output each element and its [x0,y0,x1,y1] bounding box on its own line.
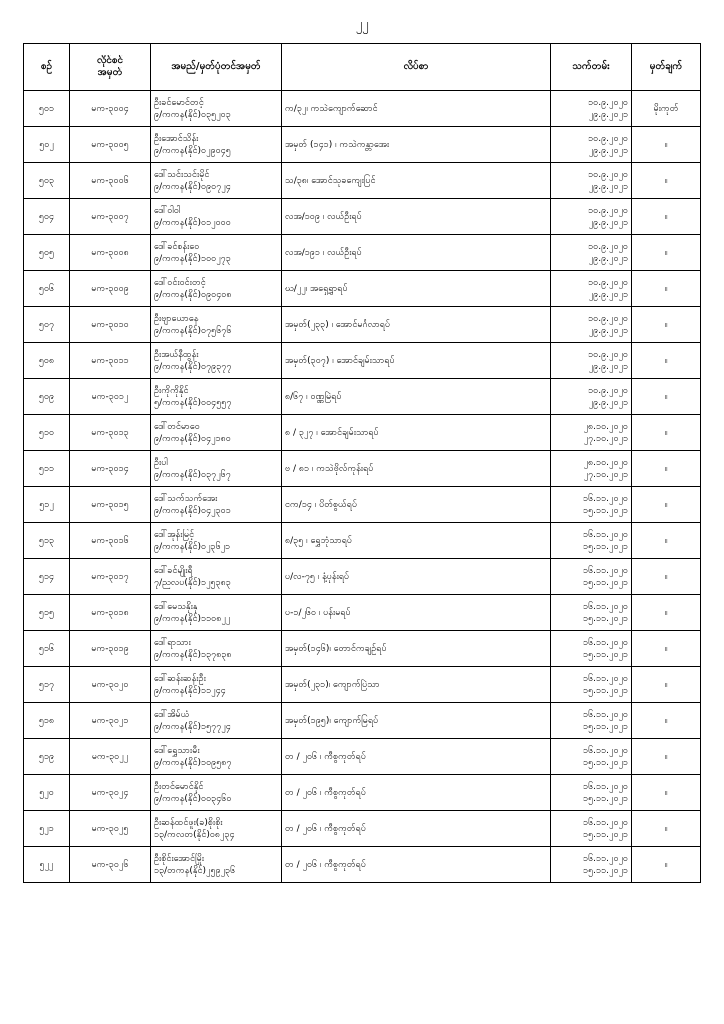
cell-name [151,307,282,343]
cell-date [551,667,632,703]
cell-date-line-2: ၂၉.၉.၂၀၂၁ [588,145,628,156]
table-row [24,631,701,667]
cell-date-line-1: ၁၀.၉.၂၀၂၀ [588,349,628,360]
cell-date-line-1: ၁၀.၉.၂၀၂၀ [588,169,628,180]
cell-address: က/၃၂၊ ကသဲကျောက်ဆောင် [282,91,551,127]
cell-name [151,343,282,379]
cell-address: ၈/၃၅ ၊ ရွှေဘုံသာရပ် [282,523,551,559]
cell-name [151,91,282,127]
cell-license: မက-၃၀၂၂ [70,739,151,775]
cell-date-line-1: ၁၆.၁၁.၂၀၂၀ [583,529,628,540]
cell-name-line-2: ၉/ကကန(နိုင်)၀၄၂၃၀၁ [154,505,231,516]
cell-date-line-2: ၁၅.၁၁.၂၀၂၁ [583,829,628,840]
cell-name-line-1: ဦးပါ [154,457,168,468]
header-license-line-1: လိုင်စင် [96,55,124,66]
table-row [24,523,701,559]
cell-date [551,775,632,811]
cell-address: သ/၃၈၊ အောင်သုခကျေးပြင် [282,163,551,199]
cell-name-line-2: ၉/ကကန(နိုင်)၁၁၀၈၂၂ [154,613,231,624]
header-license-line-2: အမှတ် [97,67,123,78]
cell-date-line-2: ၂၉.၉.၂၀၂၁ [588,109,628,120]
cell-date-line-1: ၁၆.၁၁.၂၀၂၀ [583,745,628,756]
cell-date-line-2: ၂၉.၉.၂၀၂၁ [588,289,628,300]
cell-license: မက-၃၀၁၃ [70,415,151,451]
cell-name-line-1: ဦးစိုင်းအောင်မြိုး [154,853,205,864]
cell-name-line-2: ၉/ကကန(နိုင်)၀၉၀၄၀၈ [154,289,232,300]
cell-remark: ။ [632,415,701,451]
cell-no: ၅၀၄ [24,199,70,235]
cell-license: မက-၃၀၁၇ [70,559,151,595]
cell-name-line-1: ဦးတင်မောင်နိုင် [154,781,204,792]
header-remark: မှတ်ချက် [632,44,701,91]
cell-date-line-2: ၁၅.၁၁.၂၀၂၁ [583,505,628,516]
cell-address: တ / ၂၀၆ ၊ ကီစွကုတ်ရပ် [282,811,551,847]
table-row [24,235,701,271]
cell-address: အမှတ်(၁၉၅)၊ ကျောက်မြရပ် [282,703,551,739]
table-row [24,775,701,811]
header-license [70,44,151,91]
cell-no: ၅၂၁ [24,811,70,847]
cell-no: ၅၀၉ [24,379,70,415]
cell-date-line-1: ၂၈.၁၀.၂၀၂၀ [583,421,628,432]
cell-date-line-1: ၁၆.၁၁.၂၀၂၀ [583,601,628,612]
cell-date-line-2: ၂၇.၁၀.၂၀၂၁ [583,433,628,444]
cell-no: ၅၀၁ [24,91,70,127]
cell-license: မက-၃၀၁၀ [70,307,151,343]
cell-name-line-2: ၉/ကကန(နိုင်)၀၇၅၆၇၆ [154,325,232,336]
table-row [24,667,701,703]
cell-name [151,235,282,271]
cell-name-line-2: ၉/ကကန(နိုင်)၀၂၉၀၄၅ [154,145,231,156]
cell-name [151,847,282,883]
cell-no: ၅၁၉ [24,739,70,775]
cell-date [551,415,632,451]
cell-name-line-1: ဒေါ်ရွှေသားမီး [154,745,200,756]
cell-date [551,307,632,343]
cell-remark: ။ [632,739,701,775]
cell-name-line-1: ဒေါ်မေသနိုးနု [154,601,198,612]
table-row [24,127,701,163]
cell-date-line-2: ၁၅.၁၁.၂၀၂၁ [583,613,628,624]
cell-date-line-2: ၂၇.၁၀.၂၀၂၁ [583,469,628,480]
cell-name [151,811,282,847]
cell-no: ၅၂၂ [24,847,70,883]
cell-remark: ။ [632,199,701,235]
cell-date-line-1: ၁၆.၁၁.၂၀၂၀ [583,565,628,576]
cell-date [551,739,632,775]
cell-license: မက-၃၀၁၉ [70,631,151,667]
cell-address: လအ/၁၉၁ ၊ လယ်ဦးရပ် [282,235,551,271]
cell-no: ၅၀၆ [24,271,70,307]
cell-no: ၅၀၃ [24,163,70,199]
table-row [24,343,701,379]
cell-name-line-2: ၉/ကကန(နိုင်)၀၄၂၁၈၀ [154,433,231,444]
cell-no: ၅၁၂ [24,487,70,523]
header-no: စဉ် [24,44,70,91]
header-address: လိပ်စာ [282,44,551,91]
cell-name [151,667,282,703]
cell-name-line-1: ဒေါ်တင်မာဝေ [154,421,200,432]
cell-date [551,559,632,595]
cell-remark: မိုးကုတ် [632,91,701,127]
cell-name-line-2: ၉/ကကန(နိုင်)၀၂၃၆၂၁ [154,541,231,552]
cell-date-line-2: ၁၅.၁၁.၂၀၂၁ [583,577,628,588]
table-row [24,379,701,415]
cell-address: ပ-၁/၂၆၀ ၊ ပန်းမရပ် [282,595,551,631]
cell-date-line-1: ၁၆.၁၁.၂၀၂၀ [583,493,628,504]
cell-name-line-1: ဒေါ်ခင်မျိုးရီ [154,565,193,576]
cell-name-line-2: ၉/ကကန(နိုင်)၀၃၇၂၆၇ [154,469,231,480]
cell-name-line-2: ၇/ညလပ(နိုင်)၁၂၅၃၈၃ [154,577,231,588]
cell-license: မက-၃၀၁၅ [70,487,151,523]
cell-remark: ။ [632,775,701,811]
cell-remark: ။ [632,523,701,559]
cell-date [551,379,632,415]
table-row [24,559,701,595]
cell-license: မက-၃၀၁၆ [70,523,151,559]
cell-no: ၅၀၅ [24,235,70,271]
cell-name [151,271,282,307]
cell-remark: ။ [632,343,701,379]
cell-name-line-1: ဦးအယ်နီထွန်း [154,349,199,360]
cell-name-line-1: ဦးကိုကိုနိုင် [154,385,189,396]
cell-name-line-1: ဒေါ်ရာသား [154,637,191,648]
cell-date [551,127,632,163]
cell-address: အမှတ်(၂၃၁)၊ ကျောက်ပြဲသာ [282,667,551,703]
cell-license: မက-၃၀၂၀ [70,667,151,703]
cell-address: ဃ/၂၂၊ အရှေ့ရွာရပ် [282,271,551,307]
cell-name-line-1: ဦးဆန်ထင်ဖူး(ခ)စိုးစိုး [154,817,223,828]
cell-date-line-1: ၁၀.၉.၂၀၂၀ [588,313,628,324]
cell-remark: ။ [632,559,701,595]
cell-date [551,271,632,307]
cell-name [151,631,282,667]
cell-name [151,199,282,235]
cell-license: မက-၃၀၀၅ [70,127,151,163]
cell-name-line-2: ၁၃/ကလတ(နိုင်)၀၈၂၃၄ [154,829,235,840]
cell-date-line-2: ၁၅.၁၁.၂၀၂၁ [583,541,628,552]
cell-address: အမှတ်(၂၃၃) ၊ အောင်မင်္ဂလာရပ် [282,307,551,343]
cell-date-line-1: ၁၆.၁၁.၂၀၂၀ [583,817,628,828]
cell-license: မက-၃၀၁၁ [70,343,151,379]
cell-date-line-1: ၁၀.၉.၂၀၂၀ [588,241,628,252]
cell-license: မက-၃၀၂၁ [70,703,151,739]
cell-name-line-2: ၉/ကကန(နိုင်)၀၃၅၂၀၃ [154,109,231,120]
cell-license: မက-၃၀၁၈ [70,595,151,631]
cell-date-line-1: ၁၀.၉.၂၀၂၀ [588,385,628,396]
cell-address: တ / ၂၀၆ ၊ ကီစွကုတ်ရပ် [282,775,551,811]
cell-date-line-2: ၁၅.၁၁.၂၀၂၁ [583,793,628,804]
cell-date [551,595,632,631]
cell-name [151,703,282,739]
cell-no: ၅၁၇ [24,667,70,703]
cell-name [151,595,282,631]
table-row [24,91,701,127]
cell-name-line-2: ၉/ကကန(နိုင်)၁၀၉၅၈၇ [154,757,232,768]
cell-date [551,235,632,271]
cell-no: ၅၁၆ [24,631,70,667]
cell-date-line-2: ၁၅.၁၁.၂၀၂၁ [583,865,628,876]
table-row [24,739,701,775]
cell-no: ၅၂၀ [24,775,70,811]
cell-name [151,163,282,199]
cell-name [151,523,282,559]
cell-name-line-2: ၁၃/တကန(နိုင်)၂၅၉၂၃၆ [154,865,236,876]
cell-remark: ။ [632,451,701,487]
cell-name-line-2: ၉/ကကန(နိုင်)၁၀၀၂၇၃ [154,253,231,264]
cell-license: မက-၃၀၁၄ [70,451,151,487]
cell-address: ငက/၁၄ ၊ ပိတ်စွယ်ရပ် [282,487,551,523]
cell-license: မက-၃၀၂၄ [70,775,151,811]
cell-date [551,487,632,523]
cell-date-line-2: ၁၅.၁၁.၂၀၂၁ [583,721,628,732]
cell-name-line-1: ဦးဗျာယောနေ [154,313,199,324]
table-row [24,487,701,523]
cell-date-line-1: ၁၆.၁၁.၂၀၂၀ [583,853,628,864]
cell-date-line-1: ၁၆.၁၁.၂၀၂၀ [583,673,628,684]
header-date: သက်တမ်း [551,44,632,91]
cell-remark: ။ [632,847,701,883]
table-row [24,271,701,307]
cell-name [151,415,282,451]
cell-no: ၅၁၄ [24,559,70,595]
cell-date-line-1: ၁၆.၁၁.၂၀၂၀ [583,709,628,720]
cell-name-line-1: ဒေါ်ဆန်းဆန်းဦး [154,673,206,684]
cell-name-line-1: ဒေါ်ဝါဝါ [154,205,181,216]
table-row [24,847,701,883]
cell-name-line-1: ဒေါ်သင်းသင်းမိုင် [154,169,210,180]
cell-remark: ။ [632,307,701,343]
cell-remark: ။ [632,703,701,739]
cell-address: အမှတ်(၃၀၇) ၊ အောင်ချမ်းသာရပ် [282,343,551,379]
cell-remark: ။ [632,271,701,307]
cell-name-line-1: ဒေါ်အိမ်ယံ [154,709,190,720]
cell-date [551,523,632,559]
cell-license: မက-၃၀၁၂ [70,379,151,415]
cell-name [151,559,282,595]
cell-name-line-2: ၉/ကကန(နိုင်)၁၁၂၄၄ [154,685,226,696]
cell-license: မက-၃၀၂၆ [70,847,151,883]
cell-address: အမှတ်(၁၄၆)၊ တောင်ကချဉ်ရပ် [282,631,551,667]
cell-license: မက-၃၀၀၉ [70,271,151,307]
cell-date-line-1: ၁၀.၉.၂၀၂၀ [588,97,628,108]
cell-name-line-1: ဒေါ်ဝင်းဝင်းတင့် [154,277,206,288]
cell-no: ၅၀၈ [24,343,70,379]
cell-date [551,631,632,667]
cell-name-line-2: ၉/ကကန(နိုင်)၀၀၃၄၆၀ [154,793,232,804]
cell-license: မက-၃၀၀၆ [70,163,151,199]
table-header-row [24,44,701,91]
cell-no: ၅၁၁ [24,451,70,487]
cell-no: ၅၁၅ [24,595,70,631]
table-row [24,451,701,487]
cell-date [551,451,632,487]
cell-no: ၅၁၈ [24,703,70,739]
cell-name-line-1: ဒေါ်ခင်စန်းဝေ [154,241,200,252]
table-row [24,811,701,847]
cell-name-line-1: ဒေါ်အုန်းမြင့် [154,529,195,540]
cell-date-line-2: ၁၅.၁၁.၂၀၂၁ [583,685,628,696]
cell-date [551,847,632,883]
cell-remark: ။ [632,595,701,631]
cell-date-line-2: ၂၉.၉.၂၀၂၁ [588,217,628,228]
cell-license: မက-၃၀၂၅ [70,811,151,847]
page-number: ၂၂ [355,17,369,32]
cell-name-line-1: ဒေါ်သက်သက်အေး [154,493,218,504]
cell-name-line-2: ၉/ကကန(နိုင်)၁၃၇၈၃၈ [154,649,232,660]
cell-date-line-1: ၁၀.၉.၂၀၂၀ [588,205,628,216]
cell-name [151,487,282,523]
cell-name [151,379,282,415]
cell-no: ၅၁၀ [24,415,70,451]
cell-remark: ။ [632,379,701,415]
cell-address: ၈/၆၇ ၊ ဝဏ္ဏမြဲရပ် [282,379,551,415]
cell-license: မက-၃၀၀၄ [70,91,151,127]
cell-remark: ။ [632,811,701,847]
cell-date-line-2: ၂၉.၉.၂၀၂၁ [588,325,628,336]
table-row [24,595,701,631]
cell-no: ၅၀၇ [24,307,70,343]
cell-remark: ။ [632,487,701,523]
cell-name-line-1: ဦးခင်မောင်တင့် [154,97,204,108]
license-table [23,43,701,883]
cell-name-line-2: ၉/ကကန(နိုင်)၁၅၇၇၂၄ [154,721,231,732]
cell-date [551,811,632,847]
cell-date-line-2: ၂၉.၉.၂၀၂၁ [588,181,628,192]
table-row [24,163,701,199]
cell-no: ၅၁၃ [24,523,70,559]
cell-name-line-2: ၅/ကကန(နိုင်)၀၀၄၅၅၇ [154,397,232,408]
cell-date-line-1: ၂၈.၁၀.၂၀၂၀ [583,457,628,468]
cell-date-line-1: ၁၆.၁၁.၂၀၂၀ [583,781,628,792]
cell-date [551,91,632,127]
cell-remark: ။ [632,667,701,703]
cell-name-line-2: ၉/ကကန(နိုင်)၀၇၉၃၇၇ [154,361,232,372]
cell-remark: ။ [632,127,701,163]
table-row [24,199,701,235]
cell-name [151,775,282,811]
cell-address: ၈ / ၃၂၇ ၊ အောင်ချမ်းသာရပ် [282,415,551,451]
cell-date-line-1: ၁၆.၁၁.၂၀၂၀ [583,637,628,648]
cell-license: မက-၃၀၀၇ [70,199,151,235]
table-row [24,307,701,343]
cell-name [151,739,282,775]
cell-date [551,163,632,199]
cell-remark: ။ [632,631,701,667]
cell-date-line-1: ၁၀.၉.၂၀၂၀ [588,133,628,144]
cell-date-line-1: ၁၀.၉.၂၀၂၀ [588,277,628,288]
header-name: အမည်/မှတ်ပုံတင်အမှတ် [151,44,282,91]
cell-no: ၅၀၂ [24,127,70,163]
cell-remark: ။ [632,235,701,271]
cell-date-line-2: ၁၅.၁၁.၂၀၂၁ [583,757,628,768]
cell-date-line-2: ၂၉.၉.၂၀၂၁ [588,253,628,264]
cell-name [151,127,282,163]
cell-address: လအ/၁၀၉ ၊ လယ်ဦးရပ် [282,199,551,235]
cell-name-line-1: ဦးအောင်သိန်း [154,133,199,144]
cell-address: ပ/လ-၇၅ ၊ နံ့ပုန်းရပ် [282,559,551,595]
cell-date-line-2: ၂၉.၉.၂၀၂၁ [588,361,628,372]
cell-address: ဗ / ၈၁ ၊ ကသဲဗိုလ်ကုန်းရပ် [282,451,551,487]
cell-date [551,199,632,235]
cell-name-line-2: ၉/ကကန(နိုင်)၀၉၀၇၂၄ [154,181,231,192]
cell-name [151,451,282,487]
cell-address: အမှတ် (၁၄၁) ၊ ကသဲကန္တာအေး [282,127,551,163]
cell-date-line-2: ၁၅.၁၁.၂၀၂၁ [583,649,628,660]
table-row [24,415,701,451]
table-row [24,703,701,739]
cell-remark: ။ [632,163,701,199]
cell-date [551,343,632,379]
cell-date [551,703,632,739]
cell-license: မက-၃၀၀၈ [70,235,151,271]
cell-address: တ / ၂၀၆ ၊ ကီစွကုတ်ရပ် [282,847,551,883]
cell-address: တ / ၂၀၆ ၊ ကီစွကုတ်ရပ် [282,739,551,775]
cell-date-line-2: ၂၉.၉.၂၀၂၁ [588,397,628,408]
cell-name-line-2: ၉/ကကန(နိုင်)၀၁၂၀၀၀ [154,217,231,228]
